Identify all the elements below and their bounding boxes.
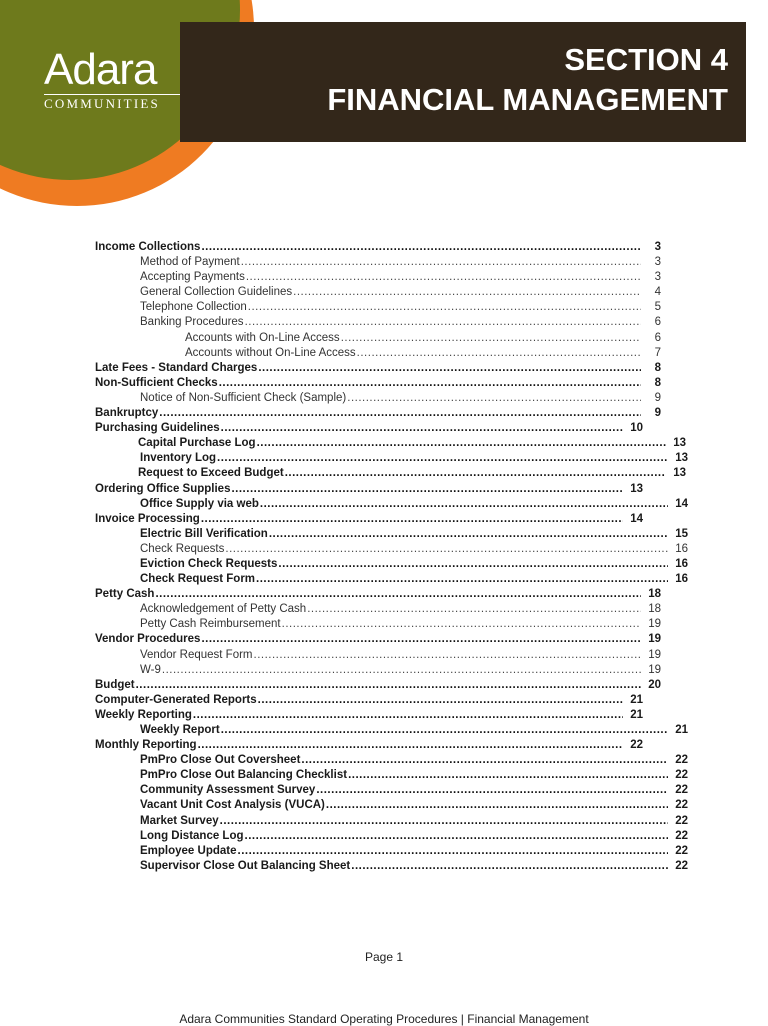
toc-leader-dots [357,346,641,361]
toc-leader-dots [258,361,641,376]
toc-entry[interactable] [95,331,661,346]
toc-entry[interactable] [95,783,688,798]
toc-entry-label: Notice of Non-Sufficient Check (Sample) [140,391,347,404]
toc-entry-label: PmPro Close Out Balancing Checklist [140,769,348,782]
toc-entry-label: Vacant Unit Cost Analysis (VUCA) [140,799,325,812]
toc-entry[interactable] [95,542,688,557]
toc-entry[interactable] [95,723,688,738]
toc-entry-label: W-9 [140,663,161,676]
toc-entry-page: 22 [675,844,688,857]
toc-entry[interactable] [95,814,688,829]
toc-entry-label: Capital Purchase Log [138,437,256,450]
toc-entry-label: Computer-Generated Reports [95,693,257,706]
toc-leader-dots [201,632,641,647]
toc-entry[interactable] [95,240,661,255]
toc-entry[interactable] [95,300,661,315]
toc-leader-dots [159,406,641,421]
toc-entry-label: Ordering Office Supplies [95,482,231,495]
toc-leader-dots [348,768,668,783]
toc-leader-dots [260,497,668,512]
toc-entry-label: Monthly Reporting [95,739,197,752]
toc-leader-dots [285,466,666,481]
toc-entry-page: 10 [630,422,643,435]
toc-leader-dots [238,844,669,859]
toc-entry[interactable] [95,527,688,542]
toc-leader-dots [219,376,641,391]
toc-entry-page: 19 [648,648,661,661]
toc-entry-page: 22 [675,754,688,767]
toc-entry-page: 15 [675,527,688,540]
toc-entry[interactable] [95,436,686,451]
toc-leader-dots [307,602,641,617]
toc-entry-label: Purchasing Guidelines [95,422,220,435]
toc-entry-page: 19 [648,663,661,676]
toc-entry-page: 19 [648,633,661,646]
toc-entry-page: 22 [675,814,688,827]
toc-entry[interactable] [95,648,661,663]
toc-entry-page: 6 [654,316,661,329]
toc-entry-label: Long Distance Log [140,829,244,842]
toc-entry[interactable] [95,693,643,708]
toc-entry-label: Supervisor Close Out Balancing Sheet [140,859,351,872]
logo-wordmark: Adara [44,45,157,94]
toc-entry-label: Inventory Log [140,452,217,465]
toc-entry[interactable] [95,421,643,436]
toc-entry[interactable] [95,798,688,813]
toc-entry-label: Vendor Request Form [140,648,253,661]
toc-entry[interactable] [95,376,661,391]
toc-entry[interactable] [95,753,688,768]
toc-entry[interactable] [95,255,661,270]
toc-entry[interactable] [95,315,661,330]
toc-entry[interactable] [95,663,661,678]
section-number: SECTION 4 [564,42,728,77]
toc-leader-dots [241,255,641,270]
toc-entry-label: PmPro Close Out Coversheet [140,754,301,767]
toc-entry-page: 19 [648,618,661,631]
toc-entry[interactable] [95,708,643,723]
toc-entry-page: 6 [654,331,661,344]
toc-entry-label: Late Fees - Standard Charges [95,361,258,374]
toc-entry-label: Income Collections [95,241,201,253]
toc-leader-dots [231,482,623,497]
toc-entry-page: 3 [654,241,661,253]
toc-entry-label: Petty Cash Reimbursement [140,618,281,631]
toc-entry-page: 16 [675,557,688,570]
toc-entry-page: 14 [630,512,643,525]
logo-subtitle: COMMUNITIES [44,94,180,112]
toc-entry-page: 3 [654,256,661,269]
toc-leader-dots [282,617,641,632]
toc-entry-label: Office Supply via web [140,497,259,510]
toc-entry[interactable] [95,557,688,572]
toc-entry-page: 3 [654,271,661,284]
toc-entry-label: Check Requests [140,542,225,555]
toc-entry-label: Bankruptcy [95,407,159,420]
toc-entry-page: 22 [675,769,688,782]
toc-leader-dots [245,829,669,844]
toc-leader-dots [326,798,668,813]
toc-entry-page: 13 [675,452,688,465]
toc-leader-dots [162,663,641,678]
toc-leader-dots [316,783,668,798]
toc-entry[interactable] [95,859,688,874]
toc-entry[interactable] [95,497,688,512]
toc-entry[interactable] [95,829,688,844]
toc-entry[interactable] [95,768,688,783]
toc-entry[interactable] [95,632,661,647]
toc-entry-page: 16 [675,542,688,555]
toc-entry[interactable] [95,572,688,587]
toc-entry[interactable] [95,285,661,300]
toc-leader-dots [220,814,668,829]
toc-leader-dots [198,738,623,753]
toc-entry-label: Weekly Reporting [95,708,192,721]
toc-leader-dots [248,300,641,315]
toc-entry[interactable] [95,406,661,421]
toc-leader-dots [301,753,668,768]
toc-entry-label: Banking Procedures [140,316,244,329]
toc-entry-page: 13 [630,482,643,495]
toc-entry-page: 22 [675,859,688,872]
toc-entry[interactable] [95,602,661,617]
toc-entry-label: Check Request Form [140,573,256,586]
toc-entry-label: Acknowledgement of Petty Cash [140,603,307,616]
toc-entry[interactable] [95,482,643,497]
toc-entry-page: 21 [630,708,643,721]
toc-entry-page: 18 [648,603,661,616]
toc-leader-dots [221,421,623,436]
toc-entry-page: 16 [675,573,688,586]
toc-entry-page: 22 [675,799,688,812]
toc-entry[interactable] [95,844,688,859]
toc-entry-page: 22 [675,784,688,797]
toc-leader-dots [351,859,668,874]
toc-entry-page: 21 [630,693,643,706]
toc-entry[interactable] [95,361,661,376]
toc-entry[interactable] [95,617,661,632]
toc-leader-dots [269,527,668,542]
toc-entry-label: Invoice Processing [95,512,200,525]
toc-leader-dots [136,678,641,693]
table-of-contents [95,240,688,874]
toc-entry[interactable] [95,678,661,693]
toc-leader-dots [155,587,641,602]
toc-entry[interactable] [95,587,661,602]
toc-entry-label: Petty Cash [95,588,155,601]
toc-entry-label: Employee Update [140,844,237,857]
toc-entry-label: Method of Payment [140,256,240,269]
toc-entry-page: 5 [654,301,661,314]
page-footer: Adara Communities Standard Operating Procedures | Financial Management [179,1012,589,1026]
toc-entry-label: Weekly Report [140,724,220,736]
toc-leader-dots [256,572,668,587]
section-name: FINANCIAL MANAGEMENT [327,82,728,117]
toc-leader-dots [257,436,666,451]
toc-entry-page: 13 [673,437,686,450]
page-number: Page 1 [364,950,404,964]
toc-entry-page: 18 [648,588,661,601]
toc-entry-label: Non-Sufficient Checks [95,376,218,389]
adara-logo [44,45,184,112]
toc-entry-page: 8 [654,376,661,389]
toc-entry[interactable] [95,391,661,406]
toc-entry-page: 9 [654,407,661,420]
toc-entry-page: 22 [675,829,688,842]
toc-leader-dots [217,451,668,466]
toc-entry-label: Telephone Collection [140,301,247,314]
toc-leader-dots [341,331,641,346]
section-title [327,40,728,120]
toc-entry-label: General Collection Guidelines [140,286,293,299]
toc-entry-page: 13 [673,467,686,480]
toc-leader-dots [278,557,668,572]
toc-entry-page: 21 [675,724,688,736]
toc-entry-page: 22 [630,739,643,752]
toc-leader-dots [225,542,668,557]
toc-leader-dots [193,708,623,723]
toc-entry[interactable] [95,451,688,466]
toc-entry-label: Eviction Check Requests [140,557,278,570]
toc-entry[interactable] [95,738,643,753]
toc-leader-dots [201,240,641,255]
toc-entry-page: 20 [648,678,661,691]
toc-entry-label: Accounts without On-Line Access [185,346,356,359]
toc-entry-label: Request to Exceed Budget [138,467,284,480]
toc-leader-dots [201,512,623,527]
toc-entry[interactable] [95,512,643,527]
toc-entry[interactable] [95,270,661,285]
toc-entry-label: Budget [95,678,135,691]
toc-entry[interactable] [95,466,686,481]
toc-entry-label: Community Assessment Survey [140,784,316,797]
toc-leader-dots [293,285,641,300]
toc-entry-label: Accepting Payments [140,271,245,284]
toc-leader-dots [245,315,641,330]
toc-entry-page: 9 [654,391,661,404]
toc-entry-label: Accounts with On-Line Access [185,331,340,344]
toc-leader-dots [258,693,623,708]
toc-entry-page: 7 [654,346,661,359]
toc-entry-page: 4 [654,286,661,299]
toc-leader-dots [221,723,668,738]
toc-entry-page: 14 [675,497,688,510]
toc-entry-label: Market Survey [140,814,219,827]
toc-entry[interactable] [95,346,661,361]
toc-entry-label: Vendor Procedures [95,633,201,646]
toc-entry-page: 8 [654,361,661,374]
toc-leader-dots [246,270,641,285]
toc-entry-label: Electric Bill Verification [140,527,268,540]
toc-leader-dots [254,648,641,663]
toc-leader-dots [347,391,641,406]
